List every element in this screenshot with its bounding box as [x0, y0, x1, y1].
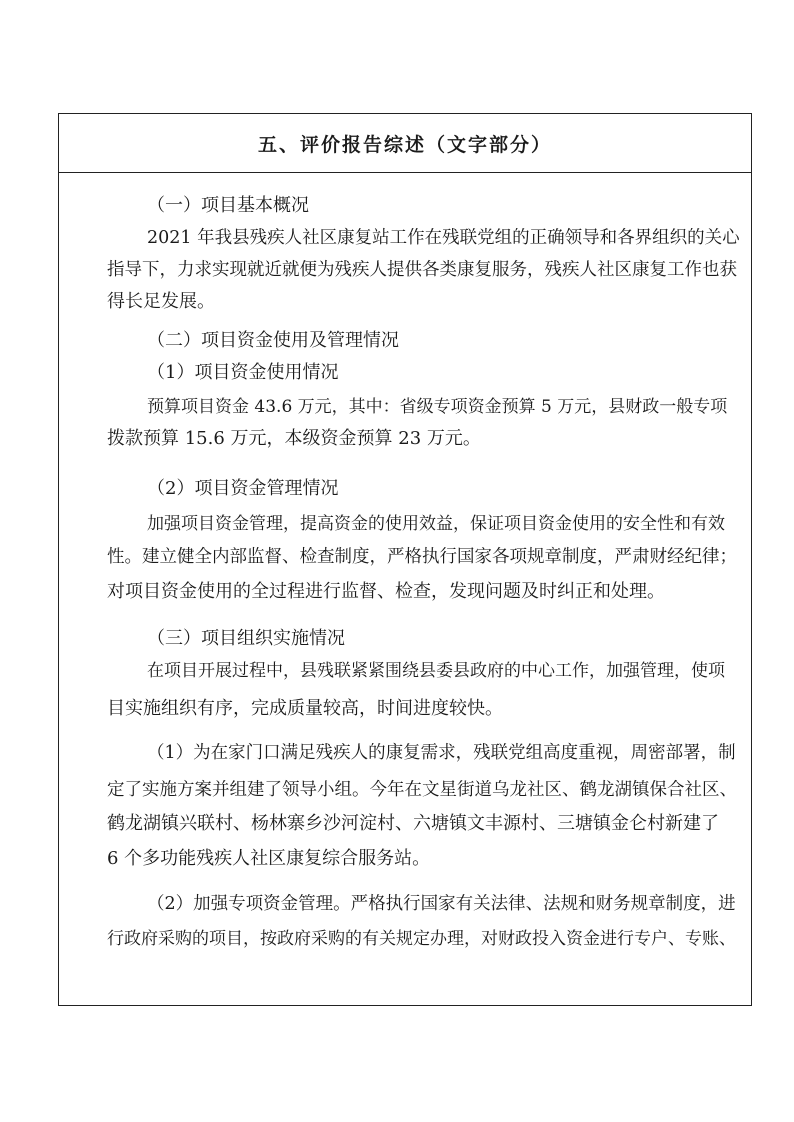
paragraph-line: 性。建立健全内部监督、检查制度，严格执行国家各项规章制度，严肃财经纪律； — [107, 547, 737, 567]
subsection-heading: （2）项目资金管理情况 — [147, 478, 339, 499]
paragraph-line: 6 个多功能残疾人社区康复综合服务站。 — [107, 848, 431, 869]
paragraph-line: 对项目资金使用的全过程进行监督、检查，发现问题及时纠正和处理。 — [107, 581, 665, 602]
section-heading-3: （三）项目组织实施情况 — [147, 628, 345, 649]
report-title: 五、评价报告综述（文字部分） — [257, 134, 552, 156]
paragraph-line: 预算项目资金 43.6 万元，其中：省级专项资金预算 5 万元，县财政一般专项 — [147, 397, 728, 417]
section-heading-1: （一）项目基本概况 — [147, 195, 309, 216]
paragraph-line: 指导下，力求实现就近就便为残疾人提供各类康复服务，残疾人社区康复工作也获 — [107, 260, 737, 280]
paragraph-line: 加强项目资金管理，提高资金的使用效益，保证项目资金使用的安全性和有效 — [147, 514, 725, 534]
paragraph-line: 鹤龙湖镇兴联村、杨林寨乡沙河淀村、六塘镇文丰源村、三塘镇金仑村新建了 — [107, 813, 719, 834]
section-heading-2: （二）项目资金使用及管理情况 — [147, 330, 399, 351]
paragraph-line: 拨款预算 15.6 万元，本级资金预算 23 万元。 — [107, 428, 481, 449]
paragraph-line: （1）为在家门口满足残疾人的康复需求，残联党组高度重视，周密部署，制 — [147, 743, 736, 763]
paragraph-line: 定了实施方案并组建了领导小组。今年在文星街道乌龙社区、鹤龙湖镇保合社区、 — [107, 780, 737, 800]
paragraph-line: 得长足发展。 — [107, 291, 215, 312]
paragraph-line: （2）加强专项资金管理。严格执行国家有关法律、法规和财务规章制度，进 — [147, 894, 736, 914]
paragraph-line: 在项目开展过程中，县残联紧紧围绕县委县政府的中心工作，加强管理，使项 — [147, 661, 725, 681]
report-frame — [58, 113, 752, 1006]
paragraph-line: 行政府采购的项目，按政府采购的有关规定办理，对财政投入资金进行专户、专账、 — [107, 929, 736, 949]
paragraph-line: 目实施组织有序，完成质量较高，时间进度较快。 — [107, 698, 503, 719]
subsection-heading: （1）项目资金使用情况 — [147, 362, 339, 383]
header-divider — [59, 172, 751, 173]
paragraph-line: 2021 年我县残疾人社区康复站工作在残联党组的正确领导和各界组织的关心 — [147, 228, 740, 248]
